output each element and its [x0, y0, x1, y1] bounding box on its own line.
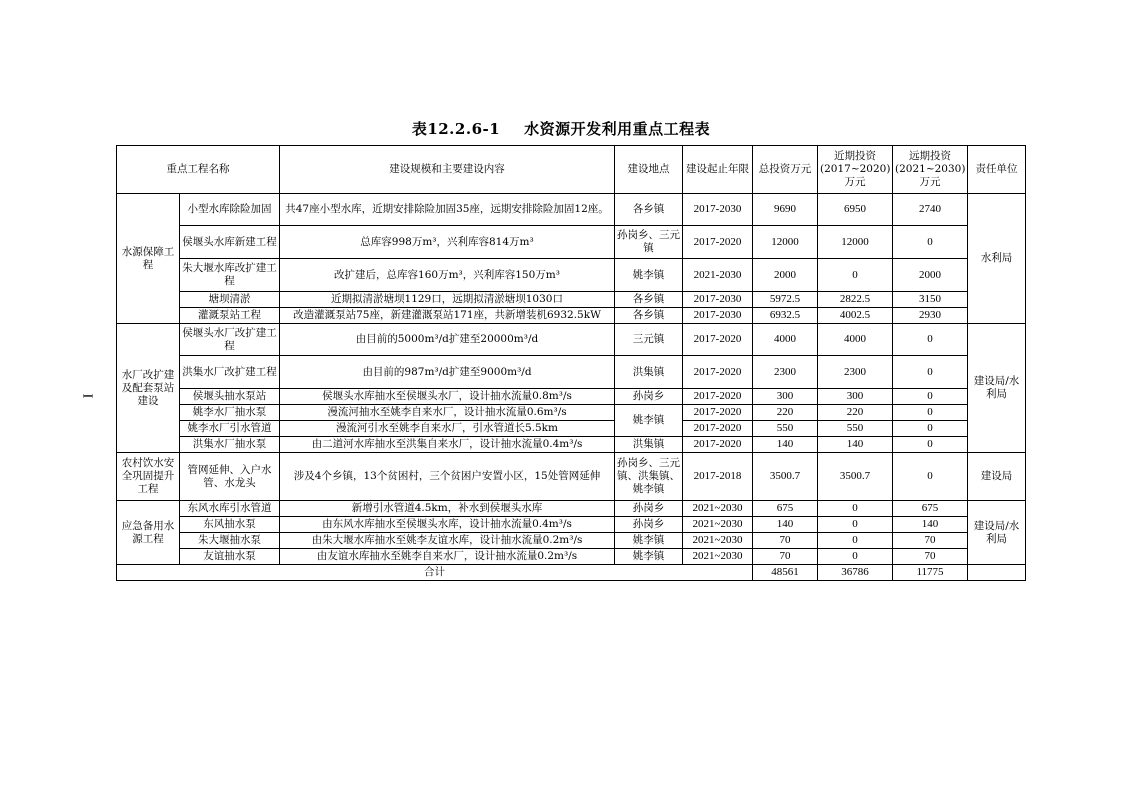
row-content: 漫流河引水至姚李自来水厂，引水管道长5.5km: [280, 421, 615, 437]
row-far: 0: [893, 356, 968, 389]
row-far: 2000: [893, 259, 968, 292]
row-name: 塘坝清淤: [180, 292, 280, 308]
group-unit: 建设局: [968, 453, 1026, 501]
group-name: 水源保障工程: [117, 194, 180, 324]
row-total: 6932.5: [753, 308, 818, 324]
row-location: 姚李镇: [615, 533, 683, 549]
row-content: 改造灌溉泵站75座，新建灌溉泵站171座，共新增装机6932.5kW: [280, 308, 615, 324]
row-period: 2021-2030: [683, 259, 753, 292]
row-period: 2021~2030: [683, 549, 753, 565]
row-total: 300: [753, 389, 818, 405]
header-total: 总投资万元: [753, 146, 818, 194]
row-total: 2300: [753, 356, 818, 389]
total-row: [117, 565, 1026, 581]
table-row: [117, 533, 1026, 549]
row-location: 姚李镇: [615, 259, 683, 292]
row-total: 140: [753, 517, 818, 533]
table-row: [117, 324, 1026, 356]
row-far: 0: [893, 226, 968, 259]
row-content: 由目前的987m³/d扩建至9000m³/d: [280, 356, 615, 389]
row-location: 三元镇: [615, 324, 683, 356]
row-location: 姚李镇: [615, 549, 683, 565]
row-total: 675: [753, 501, 818, 517]
row-near: 0: [818, 533, 893, 549]
row-name: 姚李水厂抽水泵: [180, 405, 280, 421]
row-total: 2000: [753, 259, 818, 292]
row-location: 各乡镇: [615, 292, 683, 308]
row-content: 由友谊水库抽水至姚李自来水厂，设计抽水流量0.2m³/s: [280, 549, 615, 565]
row-total: 9690: [753, 194, 818, 226]
total-near: 36786: [818, 565, 893, 581]
table-row: [117, 292, 1026, 308]
row-near: 300: [818, 389, 893, 405]
row-period: 2017-2030: [683, 292, 753, 308]
group-unit: 水利局: [968, 194, 1026, 324]
row-content: 侯堰头水库抽水至侯堰头水厂，设计抽水流量0.8m³/s: [280, 389, 615, 405]
row-period: 2017-2018: [683, 453, 753, 501]
row-location: 孙岗乡、三元镇、洪集镇、姚李镇: [615, 453, 683, 501]
row-content: 由东风水库抽水至侯堰头水库，设计抽水流量0.4m³/s: [280, 517, 615, 533]
table-row: [117, 259, 1026, 292]
row-period: 2017-2030: [683, 194, 753, 226]
row-period: 2017-2020: [683, 405, 753, 421]
row-far: 0: [893, 437, 968, 453]
group-unit: 建设局/水利局: [968, 501, 1026, 565]
row-near: 12000: [818, 226, 893, 259]
row-period: 2017-2030: [683, 308, 753, 324]
row-name: 朱大堰抽水泵: [180, 533, 280, 549]
row-name: 灌溉泵站工程: [180, 308, 280, 324]
row-name: 管网延伸、入户水管、水龙头: [180, 453, 280, 501]
row-far: 3150: [893, 292, 968, 308]
table-title: [0, 118, 1122, 139]
row-period: 2017-2020: [683, 389, 753, 405]
group-unit: 建设局/水利局: [968, 324, 1026, 453]
row-period: 2017-2020: [683, 356, 753, 389]
row-total: 70: [753, 533, 818, 549]
row-far: 70: [893, 533, 968, 549]
table-row: [117, 437, 1026, 453]
row-near: 0: [818, 259, 893, 292]
projects-table: [116, 145, 1026, 581]
row-total: 3500.7: [753, 453, 818, 501]
row-total: 550: [753, 421, 818, 437]
row-name: 小型水库除险加固: [180, 194, 280, 226]
row-content: 漫流河抽水至姚李自来水厂，设计抽水流量0.6m³/s: [280, 405, 615, 421]
row-name: 侯堰头水厂改扩建工程: [180, 324, 280, 356]
table-row: [117, 517, 1026, 533]
page-number: I: [79, 393, 95, 399]
total-far: 11775: [893, 565, 968, 581]
table-row: [117, 389, 1026, 405]
row-name: 姚李水厂引水管道: [180, 421, 280, 437]
row-near: 140: [818, 437, 893, 453]
row-location: 姚李镇: [615, 405, 683, 437]
row-name: 朱大堰水库改扩建工程: [180, 259, 280, 292]
table-row: [117, 226, 1026, 259]
row-far: 0: [893, 405, 968, 421]
row-far: 0: [893, 324, 968, 356]
table-row: [117, 421, 1026, 437]
row-far: 0: [893, 389, 968, 405]
row-name: 东风水库引水管道: [180, 501, 280, 517]
table-caption: 水资源开发利用重点工程表: [524, 120, 711, 138]
header-period: 建设起止年限: [683, 146, 753, 194]
row-total: 140: [753, 437, 818, 453]
group-name: 应急备用水源工程: [117, 501, 180, 565]
row-location: 各乡镇: [615, 194, 683, 226]
row-near: 2300: [818, 356, 893, 389]
row-period: 2017-2020: [683, 226, 753, 259]
row-near: 6950: [818, 194, 893, 226]
row-near: 0: [818, 517, 893, 533]
header-content: 建设规模和主要建设内容: [280, 146, 615, 194]
table-row: [117, 356, 1026, 389]
row-total: 220: [753, 405, 818, 421]
row-content: 涉及4个乡镇，13个贫困村，三个贫困户安置小区，15处管网延伸: [280, 453, 615, 501]
row-name: 洪集水厂抽水泵: [180, 437, 280, 453]
row-name: 洪集水厂改扩建工程: [180, 356, 280, 389]
row-far: 0: [893, 453, 968, 501]
row-far: 140: [893, 517, 968, 533]
header-project-name: 重点工程名称: [117, 146, 280, 194]
row-period: 2017-2020: [683, 437, 753, 453]
table-number: 表12.2.6-1: [411, 120, 501, 138]
row-period: 2021~2030: [683, 517, 753, 533]
row-content: 总库容998万m³，兴利库容814万m³: [280, 226, 615, 259]
header-far: 远期投资(2021~2030)万元: [893, 146, 968, 194]
table-row: [117, 501, 1026, 517]
row-near: 220: [818, 405, 893, 421]
row-location: 孙岗乡: [615, 517, 683, 533]
row-content: 新增引水管道4.5km，补水到侯堰头水库: [280, 501, 615, 517]
row-far: 675: [893, 501, 968, 517]
row-location: 孙岗乡: [615, 501, 683, 517]
row-far: 70: [893, 549, 968, 565]
header-unit: 责任单位: [968, 146, 1026, 194]
group-name: 农村饮水安全巩固提升工程: [117, 453, 180, 501]
table-row: [117, 405, 1026, 421]
row-far: 2740: [893, 194, 968, 226]
row-location: 孙岗乡、三元镇: [615, 226, 683, 259]
row-near: 0: [818, 549, 893, 565]
row-period: 2017-2020: [683, 324, 753, 356]
row-content: 由目前的5000m³/d扩建至20000m³/d: [280, 324, 615, 356]
header-location: 建设地点: [615, 146, 683, 194]
table-row: [117, 549, 1026, 565]
row-total: 5972.5: [753, 292, 818, 308]
row-content: 近期拟清淤塘坝1129口，远期拟清淤塘坝1030口: [280, 292, 615, 308]
row-near: 3500.7: [818, 453, 893, 501]
row-location: 洪集镇: [615, 356, 683, 389]
row-near: 550: [818, 421, 893, 437]
row-period: 2021~2030: [683, 501, 753, 517]
row-total: 4000: [753, 324, 818, 356]
row-content: 由朱大堰水库抽水至姚李友谊水库，设计抽水流量0.2m³/s: [280, 533, 615, 549]
row-near: 4002.5: [818, 308, 893, 324]
row-name: 友谊抽水泵: [180, 549, 280, 565]
table-row: [117, 194, 1026, 226]
row-period: 2021~2030: [683, 533, 753, 549]
row-far: 0: [893, 421, 968, 437]
table-row: [117, 308, 1026, 324]
row-content: 由二道河水库抽水至洪集自来水厂，设计抽水流量0.4m³/s: [280, 437, 615, 453]
row-location: 各乡镇: [615, 308, 683, 324]
group-name: 水厂改扩建及配套泵站建设: [117, 324, 180, 453]
row-name: 东风抽水泵: [180, 517, 280, 533]
table-row: [117, 453, 1026, 501]
row-name: 侯堰头水库新建工程: [180, 226, 280, 259]
total-sum: 48561: [753, 565, 818, 581]
row-location: 孙岗乡: [615, 389, 683, 405]
total-label: 合计: [117, 565, 753, 581]
total-unit: [968, 565, 1026, 581]
row-content: 共47座小型水库，近期安排除险加固35座，远期安排除险加固12座。: [280, 194, 615, 226]
row-content: 改扩建后，总库容160万m³，兴利库容150万m³: [280, 259, 615, 292]
row-name: 侯堰头抽水泵站: [180, 389, 280, 405]
row-near: 0: [818, 501, 893, 517]
header-near: 近期投资(2017~2020)万元: [818, 146, 893, 194]
row-far: 2930: [893, 308, 968, 324]
row-near: 2822.5: [818, 292, 893, 308]
row-near: 4000: [818, 324, 893, 356]
row-total: 70: [753, 549, 818, 565]
row-total: 12000: [753, 226, 818, 259]
row-period: 2017-2020: [683, 421, 753, 437]
header-row: [117, 146, 1026, 194]
row-location: 洪集镇: [615, 437, 683, 453]
